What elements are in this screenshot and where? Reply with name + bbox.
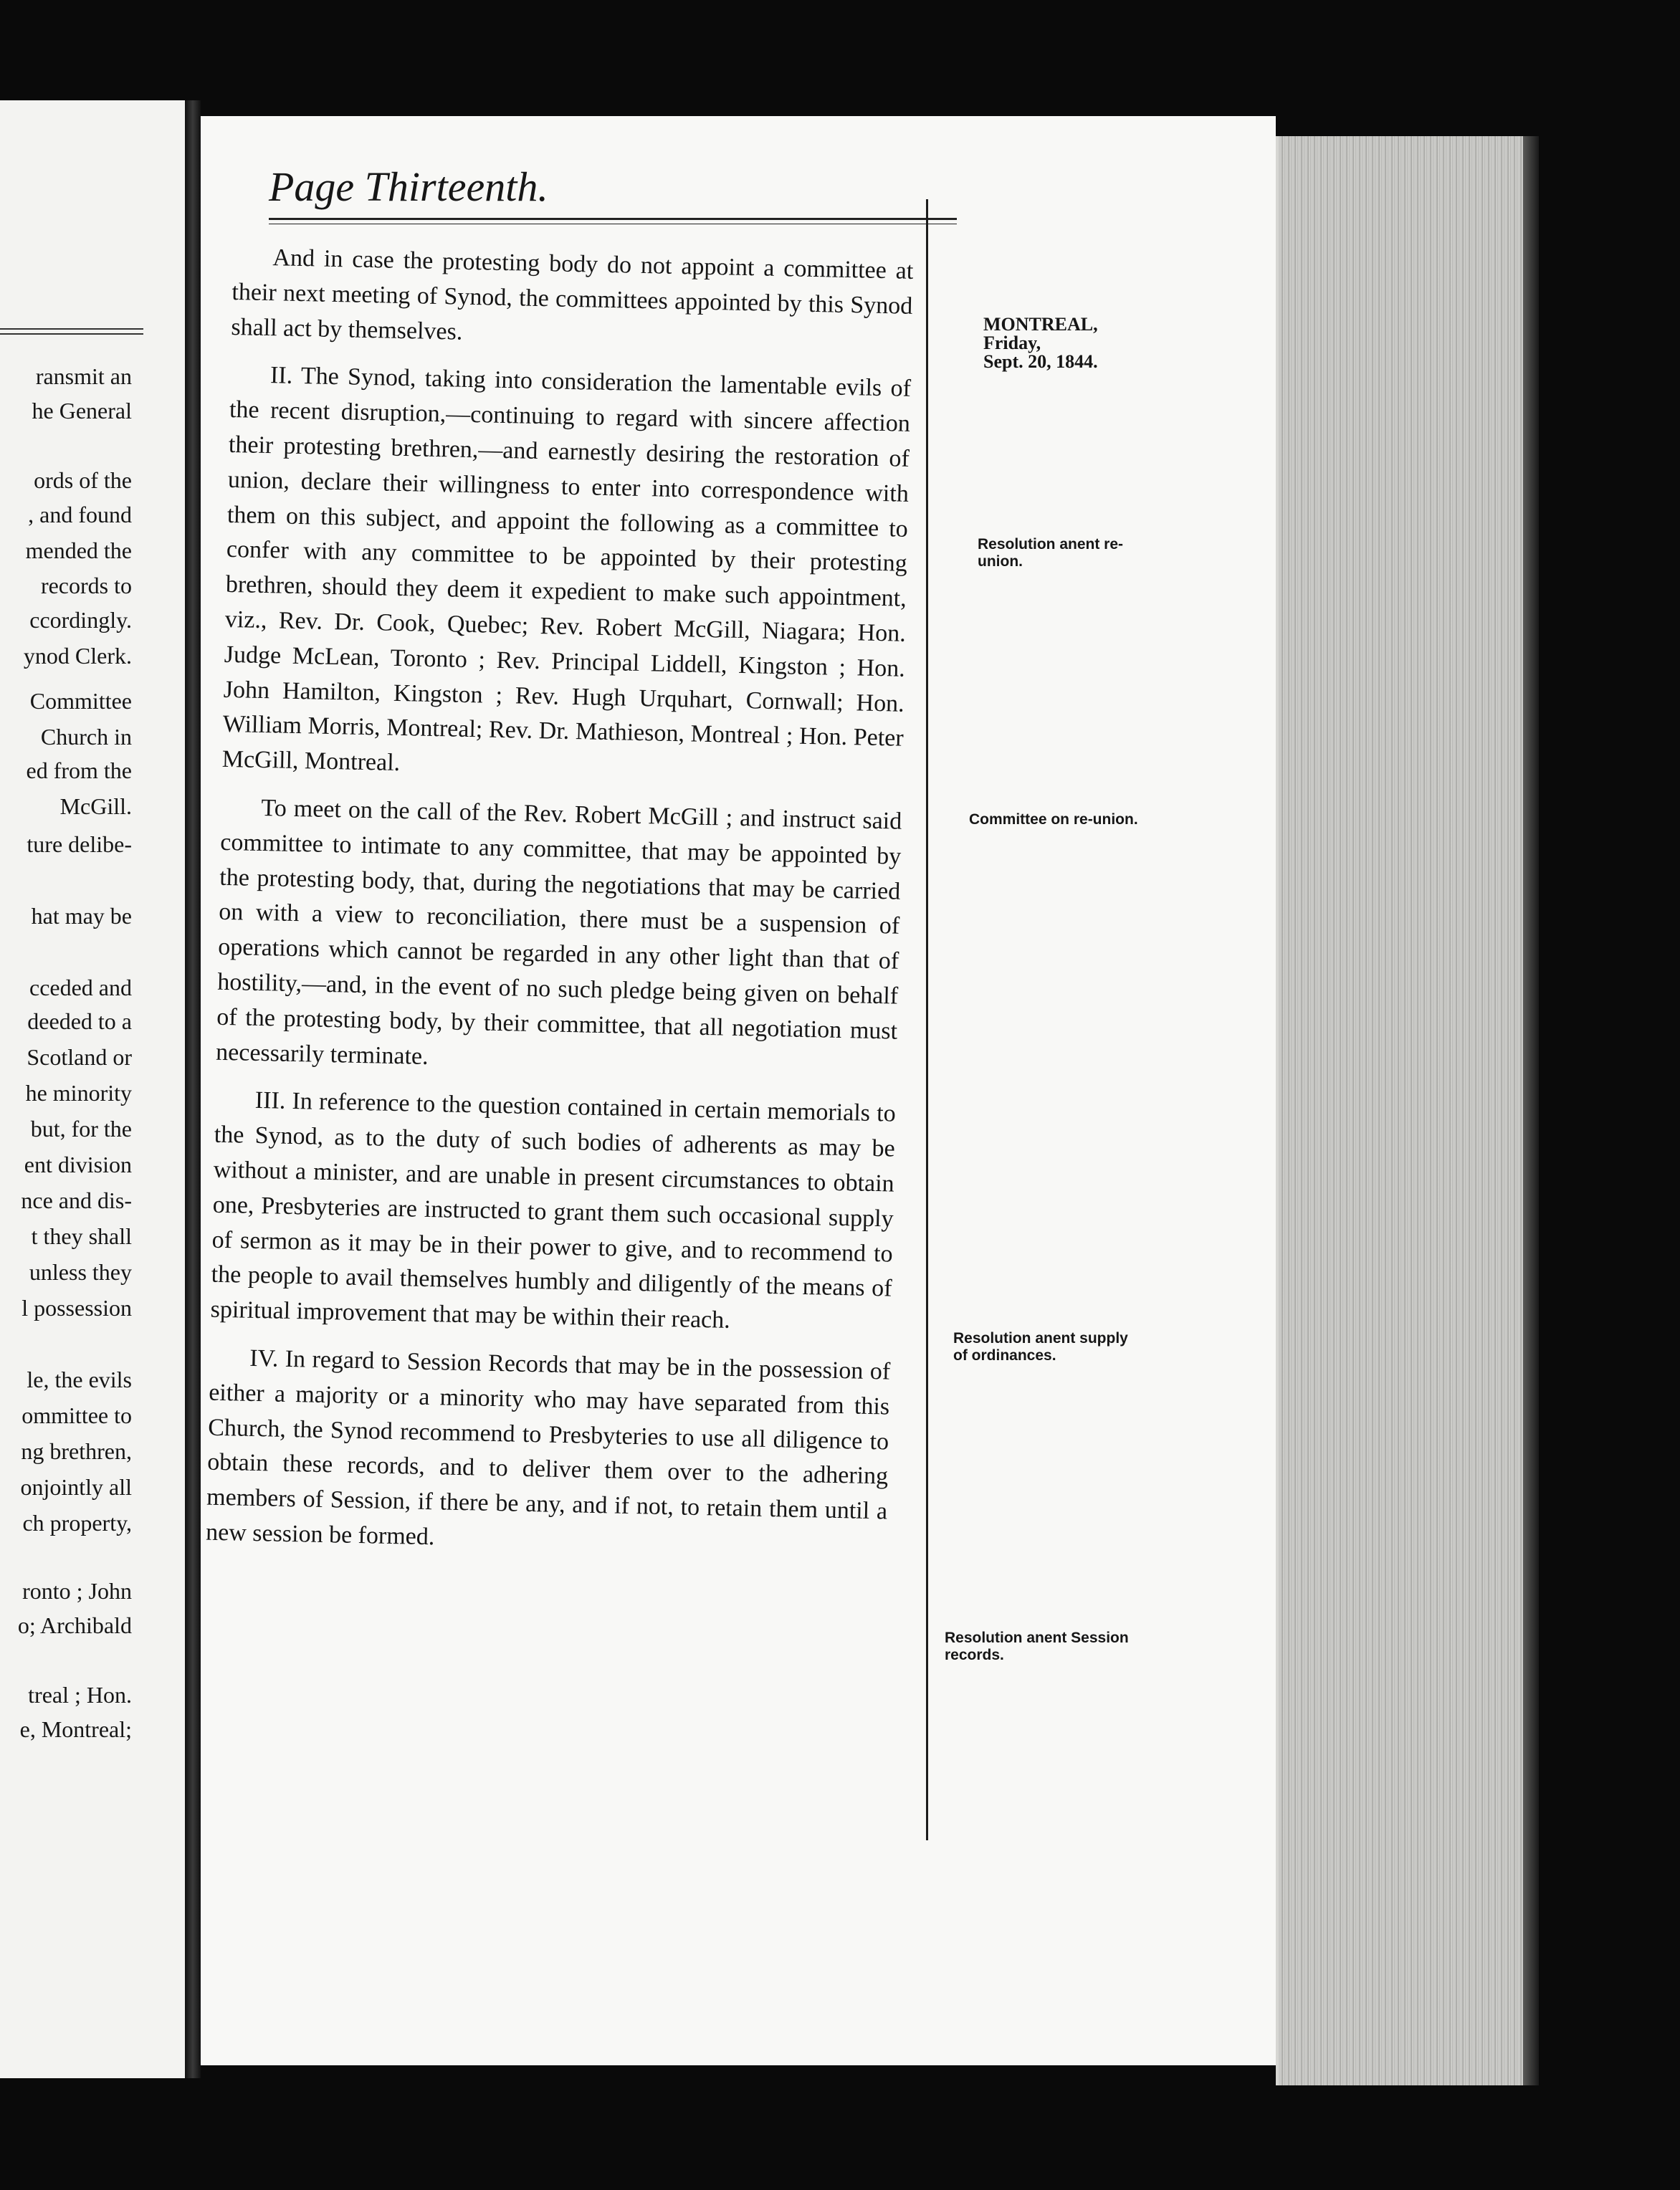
left-page-line: , and found (28, 502, 132, 527)
left-page-line: ccordingly. (29, 607, 132, 633)
left-page-line: he minority (25, 1080, 132, 1106)
left-page-line: he General (32, 398, 132, 424)
book-edge-shadow (1523, 136, 1539, 2085)
left-page-rule (0, 333, 143, 335)
margin-column-rule (926, 199, 928, 1840)
left-page-line: ch property, (22, 1510, 132, 1536)
paragraph: IV. In regard to Session Records that may be in the possession of either a majority or a minority who may have separated from this Church, the Synod recommend to Presbyteries to use all diligence to obtain these records, and to deliver them over to the adhering members of Session, if there be any, and if not, to retain them until a new session be formed. (205, 1344, 891, 1551)
left-page-line: ronto ; John (22, 1578, 132, 1604)
left-page-line: Committee (29, 688, 132, 714)
left-page-line: e, Montreal; (19, 1716, 132, 1742)
paragraph: III. In reference to the question contained in certain memorials to the Synod, as to the duty of such bodies of adherents as may be without a minister, and are unable in present circumstances to obtain one, Presbyteries are instructed to grant them such occasional supply of sermon as it may be in their power to give, and to recommend to the people to avail themselves humbly and diligently of the means of spiritual improvement that may be within their reach. (210, 1087, 897, 1334)
paragraph: To meet on the call of the Rev. Robert McGill ; and instruct said committee to intimate to any committee, that may be appointed by the protesting body, that, during the negotiations that may be carried on with a view to reconciliation, there must be a suspension of operations which cannot be regarded in any other light than that of hostility,—and, in the event of no such pledge being given on behalf of the protesting body, by their committee, that all negotiation must necessarily terminate. (215, 794, 902, 1070)
margin-note-session: Resolution anent Session records. (945, 1630, 1129, 1663)
left-page-line: ransmit an (35, 363, 132, 389)
left-page-line: Church in (40, 724, 132, 750)
left-page-line: Scotland or (27, 1044, 132, 1070)
book-gutter (185, 100, 201, 2078)
left-page-line: l possession (22, 1295, 132, 1321)
date-place: MONTREAL, (983, 314, 1098, 335)
book-page-edges (1276, 136, 1526, 2085)
left-page (0, 100, 185, 2078)
left-page-rule (0, 328, 143, 330)
left-page-line: onjointly all (20, 1474, 132, 1500)
date-date: Sept. 20, 1844. (983, 351, 1098, 372)
body-text (205, 240, 913, 1577)
left-page-line: records to (40, 573, 132, 598)
left-page-line: hat may be (31, 903, 132, 929)
paragraph: II. The Synod, taking into consideration the lamentable evils of the recent disruption,—continuing to regard with sincere affection their protesting brethren,—and earnestly desiring the restoration of union, declare their willingness to enter into correspondence with them on this subject, and appoint the following as a committee to confer with any committee to be appointed by their protesting brethren, should they deem it expedient to make such appointment, viz., Rev. Dr. Cook, Quebec; Rev. Robert McGill, Niagara; Hon. Judge McLean, Toronto ; Rev. Principal Liddell, Kingston ; Hon. John Hamilton, Kingston ; Rev. Hugh Urquhart, Cornwall; Hon. William Morris, Montreal; Rev. Dr. Mathieson, Montreal ; Hon. Peter McGill, Montreal. (221, 362, 912, 777)
left-page-line: ent division (24, 1152, 132, 1177)
left-page-line: t they shall (31, 1223, 132, 1249)
margin-note-committee: Committee on re-union. (969, 811, 1138, 828)
left-page-line: ture delibe- (27, 831, 132, 857)
margin-date (983, 315, 1170, 371)
left-page-line: treal ; Hon. (28, 1682, 132, 1708)
left-page-line: nce and dis- (21, 1187, 132, 1213)
left-page-line: McGill. (59, 793, 132, 819)
date-day: Friday, (983, 333, 1041, 353)
paragraph: And in case the protesting body do not appoint a committee at their next meeting of Synod, the committees appointed by this Synod shall act by themselves. (231, 244, 914, 345)
page-heading: Page Thirteenth. (269, 163, 548, 210)
left-page-line: ng brethren, (21, 1438, 132, 1464)
left-page-line: o; Archibald (17, 1612, 132, 1638)
left-page-line: ynod Clerk. (23, 643, 132, 669)
margin-note-supply: Resolution anent supply of ordinances. (953, 1330, 1128, 1364)
left-page-line: deeded to a (27, 1008, 132, 1034)
left-page-line: but, for the (30, 1116, 132, 1142)
left-page-line: unless they (29, 1259, 132, 1285)
left-page-line: mended the (25, 537, 132, 563)
left-page-line: ed from the (26, 757, 132, 783)
left-page-line: ommittee to (22, 1402, 132, 1428)
left-page-line: le, the evils (27, 1367, 132, 1392)
heading-rule (269, 218, 957, 220)
left-page-line: ords of the (34, 467, 132, 493)
margin-note-reunion: Resolution anent re-union. (978, 536, 1124, 570)
left-page-line: cceded and (29, 975, 132, 1000)
